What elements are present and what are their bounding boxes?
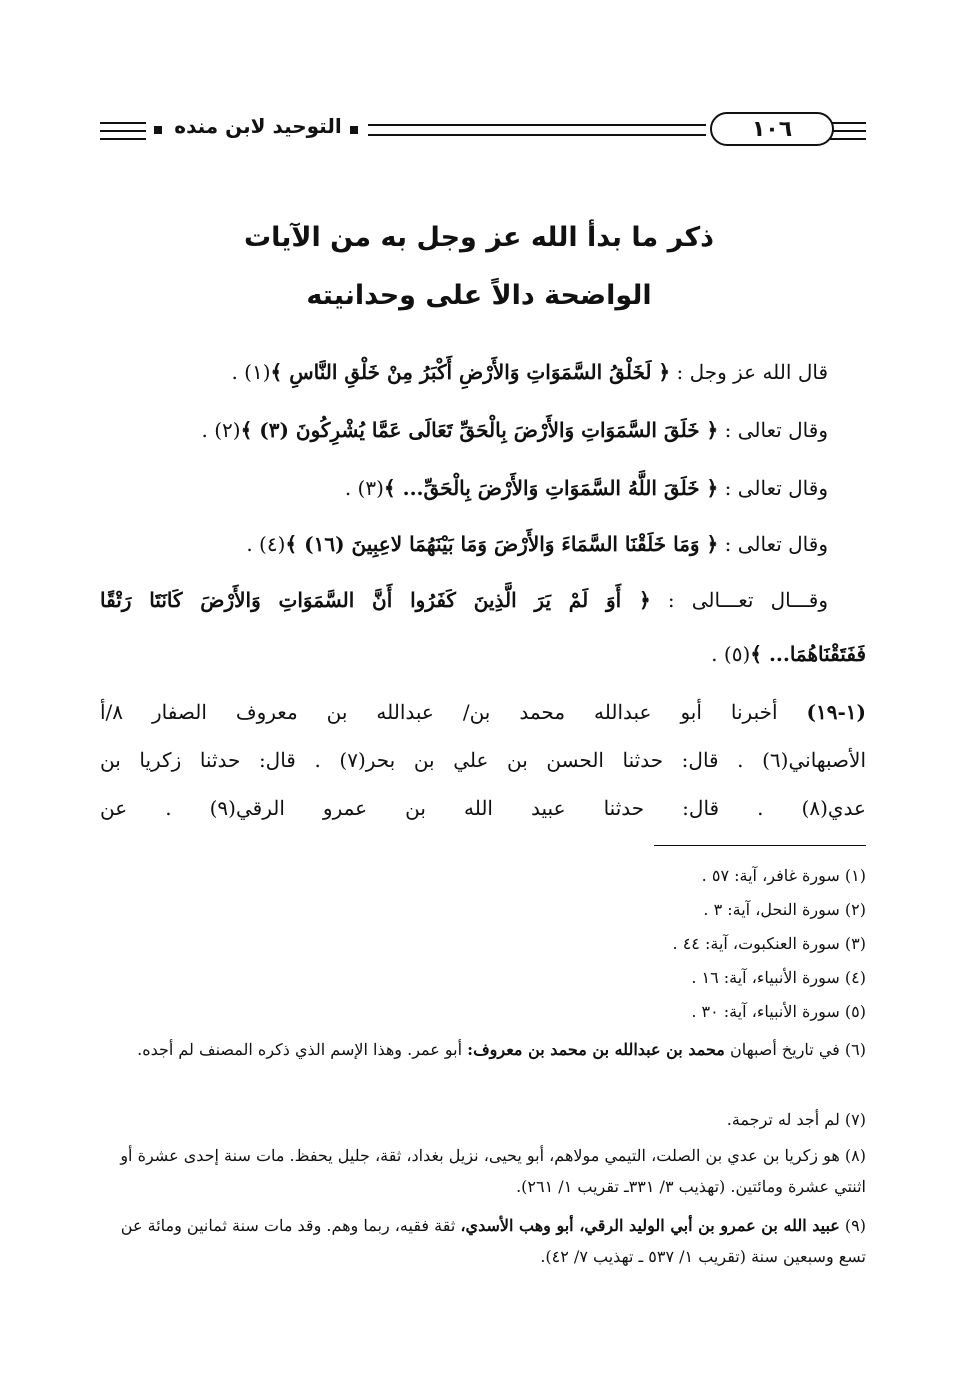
hadith-text: الأصبهاني(٦) . قال: حدثنا الحسن بن علي بن بحر(٧) . قال: حدثنا زكريا بن xyxy=(100,748,867,772)
verse-intro: وقال تعالى : xyxy=(724,418,828,442)
header-square-ornament xyxy=(154,126,162,134)
quran-quote: فَفَتَقْنَاهُمَا... ﴾ xyxy=(750,642,866,666)
quran-quote: ﴿ وَمَا خَلَقْنَا السَّمَاءَ وَالأَرْضَ وَمَا بَيْنَهُمَا لاعِبِينَ (١٦) ﴾ xyxy=(285,532,719,556)
hadith-line xyxy=(100,748,866,772)
footnote-bold-name: محمد بن عبدالله بن محمد بن معروف: xyxy=(467,1040,725,1059)
verse-intro: وقال تعالى : xyxy=(724,476,828,500)
page-number xyxy=(710,112,834,146)
header-rule xyxy=(100,138,146,140)
footnote: (٧) لم أجد له ترجمة. xyxy=(726,1110,866,1129)
hadith-text: أخبرنا أبو عبدالله محمد بن/ عبدالله بن معروف الصفار ٨/أ xyxy=(100,700,778,724)
footnote: (٤) سورة الأنبياء، آية: ١٦ . xyxy=(691,968,866,987)
verse-line xyxy=(345,476,828,500)
chapter-title-line2: الواضحة دالاً على وحدانيته xyxy=(306,280,652,311)
footnote xyxy=(100,1034,866,1065)
footnote-ref: (٢) . xyxy=(201,418,241,442)
quran-quote: ﴿ خَلَقَ السَّمَوَاتِ وَالأَرْضَ بِالْحَقِّ تَعَالَى عَمَّا يُشْرِكُونَ (٣) ﴾ xyxy=(240,418,719,442)
hadith-number: (١-١٩) xyxy=(806,700,866,724)
header-rule xyxy=(368,124,706,126)
footnote-text: (٩) xyxy=(844,1216,866,1235)
verse-intro: وقال تعالى : xyxy=(724,532,828,556)
running-header xyxy=(100,110,866,150)
footnote: (٢) سورة النحل، آية: ٣ . xyxy=(703,900,866,919)
footnote-ref: (١) . xyxy=(231,360,271,384)
footnote-bold-name: عبيد الله بن عمرو بن أبي الوليد الرقي، أبو وهب الأسدي، xyxy=(460,1216,840,1235)
footnote-separator xyxy=(654,845,866,846)
header-rule xyxy=(100,130,146,132)
footnote-ref: (٤) . xyxy=(246,532,286,556)
verse-line xyxy=(711,642,866,666)
footnote: (١) سورة غافر، آية: ٥٧ . xyxy=(701,866,866,885)
verse-line xyxy=(246,532,828,556)
hadith-text: عدي(٨) . قال: حدثنا عبيد الله بن عمرو الرقي(٩) . عن xyxy=(100,796,866,820)
book-title: التوحيد لابن منده xyxy=(174,114,342,138)
footnote-text: ثقة فقيه، ربما وهم. وقد مات سنة ثمانين ومائة عن تسع وسبعين سنة (تقريب ١/ ٥٣٧ ـ تهذيب ٧/ ٤٢). xyxy=(120,1216,866,1266)
footnote-ref: (٥) . xyxy=(711,642,751,666)
hadith-line xyxy=(100,796,866,820)
quran-quote: ﴿ لَخَلْقُ السَّمَوَاتِ وَالأَرْضِ أَكْبَرُ مِنْ خَلْقِ النَّاسِ ﴾ xyxy=(270,360,671,384)
chapter-title-line1: ذكر ما بدأ الله عز وجل به من الآيات xyxy=(243,222,715,253)
page-number-text: ١٠٦ xyxy=(751,116,793,142)
header-rule xyxy=(100,122,146,124)
footnote-text: أبو عمر. وهذا الإسم الذي ذكره المصنف لم أجده. xyxy=(137,1040,463,1059)
quran-quote: ﴿ خَلَقَ اللَّهُ السَّمَوَاتِ وَالأَرْضَ بِالْحَقِّ... ﴾ xyxy=(383,476,719,500)
footnote: (٣) سورة العنكبوت، آية: ٤٤ . xyxy=(672,934,866,953)
verse-line xyxy=(201,418,828,442)
header-rule xyxy=(368,134,706,136)
verse-intro: قال الله عز وجل : xyxy=(676,360,828,384)
footnote: (٨) هو زكريا بن عدي بن الصلت، التيمي مولاهم، أبو يحيى، نزيل بغداد، ثقة، جليل يحفظ. مات سنة إحدى عشرة أو اثنتي عشرة ومائتين. (تهذيب ٣/ ٣٣١ـ تقريب ١/ ٢٦١). xyxy=(120,1146,866,1196)
header-square-ornament xyxy=(350,126,358,134)
verse-intro: وقـــال تعـــالى : xyxy=(667,588,828,612)
footnote xyxy=(100,1210,866,1272)
quran-quote: ﴿ أَوَ لَمْ يَرَ الَّذِينَ كَفَرُوا أَنَّ السَّمَوَاتِ وَالأَرْضَ كَانَتَا رَتْقًا xyxy=(100,588,651,612)
hadith-line xyxy=(100,700,866,724)
verse-line xyxy=(231,360,828,384)
footnote-text: (٦) في تاريخ أصبهان xyxy=(729,1040,866,1059)
footnote-ref: (٣) . xyxy=(344,476,384,500)
footnote: (٥) سورة الأنبياء، آية: ٣٠ . xyxy=(691,1002,866,1021)
verse-line xyxy=(100,588,828,612)
